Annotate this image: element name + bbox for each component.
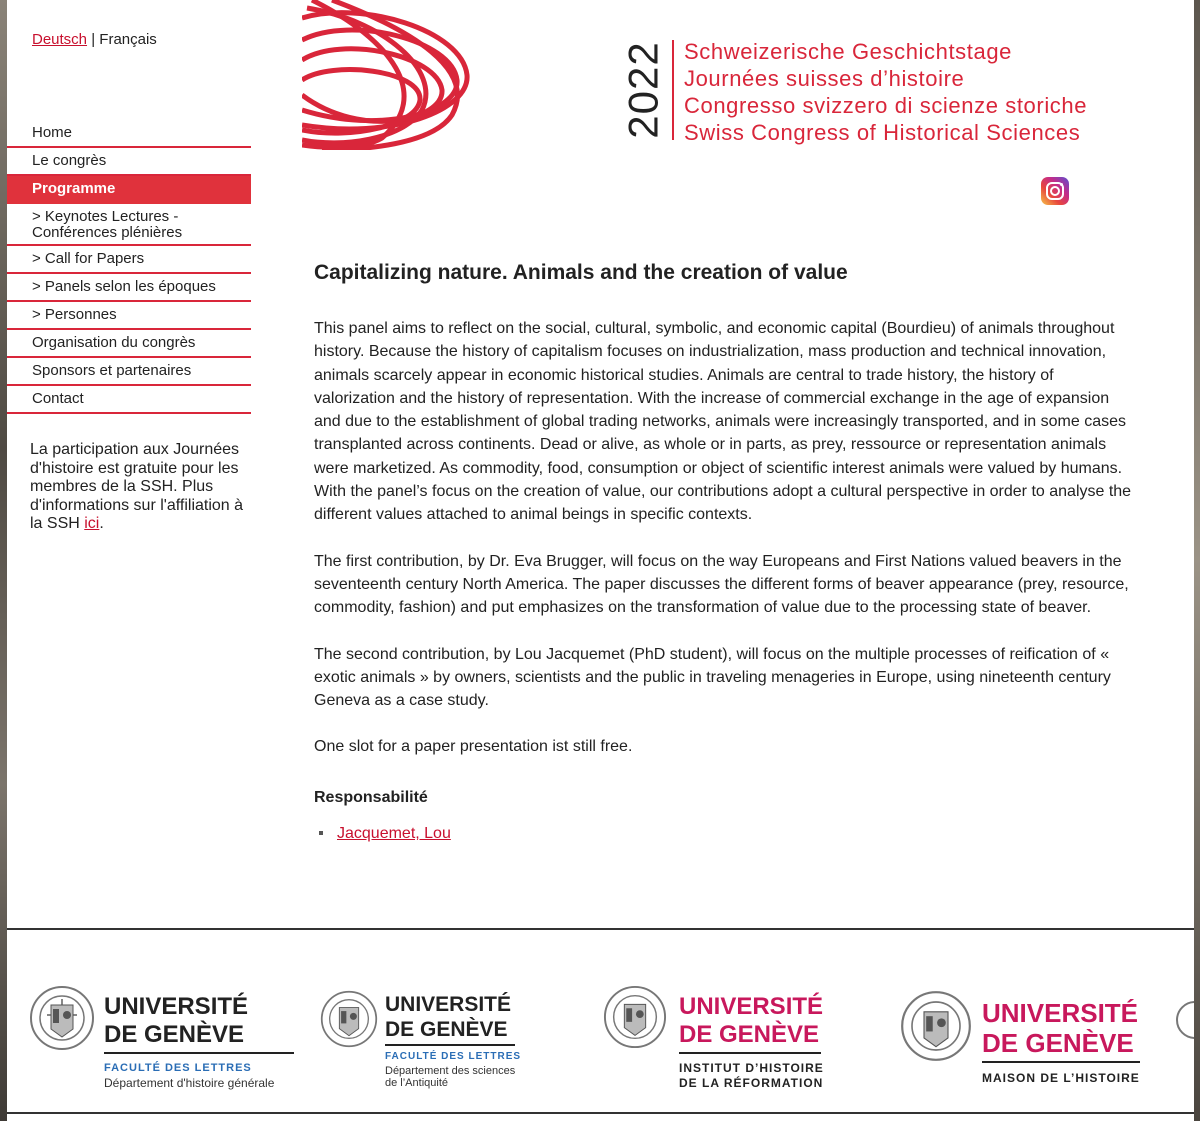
footer-divider <box>7 928 1194 930</box>
main-content <box>314 260 1134 843</box>
nav-item-sponsors[interactable]: Sponsors et partenaires <box>7 358 251 386</box>
uni-name <box>385 992 511 1042</box>
institute-line2: DE LA RÉFORMATION <box>679 1076 824 1090</box>
title-en: Swiss Congress of Historical Sciences <box>684 120 1081 145</box>
unige-seal-icon <box>900 990 972 1062</box>
nav-item-contact[interactable]: Contact <box>7 386 251 414</box>
institute-line1: INSTITUT D’HISTOIRE <box>679 1061 824 1075</box>
logo-rule <box>104 1052 294 1054</box>
membership-note-text: La participation aux Journées d'histoire est gratuite pour les membres de la SSH. Plus d'informations sur l'affiliation à la SSH <box>30 441 244 532</box>
title-it: Congresso svizzero di scienze storiche <box>684 93 1088 118</box>
uni-name-line2: DE GENÈVE <box>104 1021 245 1048</box>
institute-label <box>679 1061 824 1091</box>
logo-rule <box>385 1044 515 1046</box>
institute-label: MAISON DE L’HISTOIRE <box>982 1071 1140 1085</box>
lang-current-francais: Français <box>99 31 157 48</box>
background-photo-right <box>1194 0 1200 1121</box>
uni-name-line2: DE GENÈVE <box>982 1028 1134 1058</box>
instagram-icon[interactable] <box>1041 177 1069 205</box>
title-de: Schweizerische Geschichtstage <box>684 39 1012 64</box>
swirl-logo <box>302 0 477 150</box>
congress-year: 2022 <box>620 41 667 139</box>
background-photo-left <box>0 0 7 1121</box>
faculty-label: FACULTÉ DES LETTRES <box>104 1062 252 1074</box>
footer-bottom-divider <box>7 1112 1194 1114</box>
department-line2: de l’Antiquité <box>385 1077 448 1089</box>
unige-seal-icon <box>29 985 95 1051</box>
membership-link[interactable]: ici <box>84 515 100 532</box>
membership-note-end: . <box>99 515 104 532</box>
nav-item-programme[interactable]: Programme <box>7 176 251 204</box>
paragraph-second-contribution: The second contribution, by Lou Jacquemet (PhD student), will focus on the multiple processes of reification of « exotic animals » by owners, scientists and the public in traveling menageries in Europe, using nineteenth century Geneva as a case study. <box>314 645 1111 710</box>
logo-rule <box>679 1052 821 1054</box>
page-container <box>7 0 1194 1121</box>
unige-seal-icon <box>320 990 378 1048</box>
bullet-icon <box>319 831 323 835</box>
person-link[interactable]: Jacquemet, Lou <box>337 824 451 842</box>
department-label: Département d'histoire générale <box>104 1076 275 1090</box>
nav-item-organisation[interactable]: Organisation du congrès <box>7 330 251 358</box>
paragraph-first-contribution: The first contribution, by Dr. Eva Brugger, will focus on the way Europeans and First Nations valued beavers in the seventeenth century North America. The paper discusses the different forms of beaver appearance (prey, resource, commodity, fashion) and put emphasizes on the transformation of value due to the processing state of beaver. <box>314 552 1129 617</box>
uni-name-line1: UNIVERSITÉ <box>679 993 824 1020</box>
paragraph-intro: This panel aims to reflect on the social, cultural, symbolic, and economic capital (Bourdieu) of animals throughout history. Because the history of capitalism focuses on industrialization, mass production and technical innovation, animals scarcely appear in economic historical studies. Animals are central to trade history, the history of valorization and the history of representation. With the increase of commercial exchange in the age of expansion and due to the establishment of global trading networks, animals were increasingly transported, and in some cases transplanted across continents. Dead or alive, as whole or in parts, as prey, ressource or representation animals were marketized. As commodity, food, consumption or object of scientific interest animals were valued by humans. With the panel’s focus on the creation of value, our contributions adopt a cultural perspective in order to analyse the different values attached to animal beings in specific contexts. <box>314 320 1132 524</box>
membership-note <box>30 441 245 534</box>
uni-name <box>982 998 1138 1058</box>
nav-item-call-for-papers[interactable]: > Call for Papers <box>7 246 251 274</box>
nav-item-home[interactable]: Home <box>7 120 251 148</box>
congress-titles <box>684 38 1087 146</box>
list-item <box>319 825 1134 843</box>
uni-name <box>679 993 823 1049</box>
paragraph-free-slot: One slot for a paper presentation ist still free. <box>314 738 633 756</box>
unige-seal-icon <box>603 985 667 1049</box>
title-accent-rule <box>672 40 674 140</box>
logo-rule <box>982 1061 1140 1063</box>
language-switch <box>32 31 157 48</box>
uni-name-line1: UNIVERSITÉ <box>982 998 1139 1028</box>
uni-name-line1: UNIVERSITÉ <box>385 993 512 1016</box>
nav-item-personnes[interactable]: > Personnes <box>7 302 251 330</box>
lang-separator: | <box>91 31 96 48</box>
uni-name-line2: DE GENÈVE <box>385 1018 508 1041</box>
responsibility-list <box>314 825 1134 843</box>
uni-name-line1: UNIVERSITÉ <box>104 993 249 1020</box>
nav-item-keynotes-label2: Conférences plénières <box>32 224 183 241</box>
nav-item-le-congres[interactable]: Le congrès <box>7 148 251 176</box>
nav-item-keynotes-label: > Keynotes Lectures - <box>32 208 179 225</box>
faculty-label: FACULTÉ DES LETTRES <box>385 1051 522 1062</box>
lang-link-deutsch[interactable]: Deutsch <box>32 31 88 48</box>
uni-name-line2: DE GENÈVE <box>679 1021 820 1048</box>
page-title: Capitalizing nature. Animals and the creation of value <box>314 261 848 284</box>
title-fr: Journées suisses d’histoire <box>684 66 965 91</box>
responsibility-heading: Responsabilité <box>314 788 428 806</box>
nav-item-panels[interactable]: > Panels selon les époques <box>7 274 251 302</box>
next-logo-seal-icon <box>1175 1000 1194 1040</box>
sidebar-nav <box>7 120 251 414</box>
uni-name <box>104 993 248 1049</box>
nav-item-keynotes[interactable] <box>7 204 251 246</box>
department-line1: Département des sciences <box>385 1065 516 1077</box>
department-label <box>385 1065 515 1089</box>
